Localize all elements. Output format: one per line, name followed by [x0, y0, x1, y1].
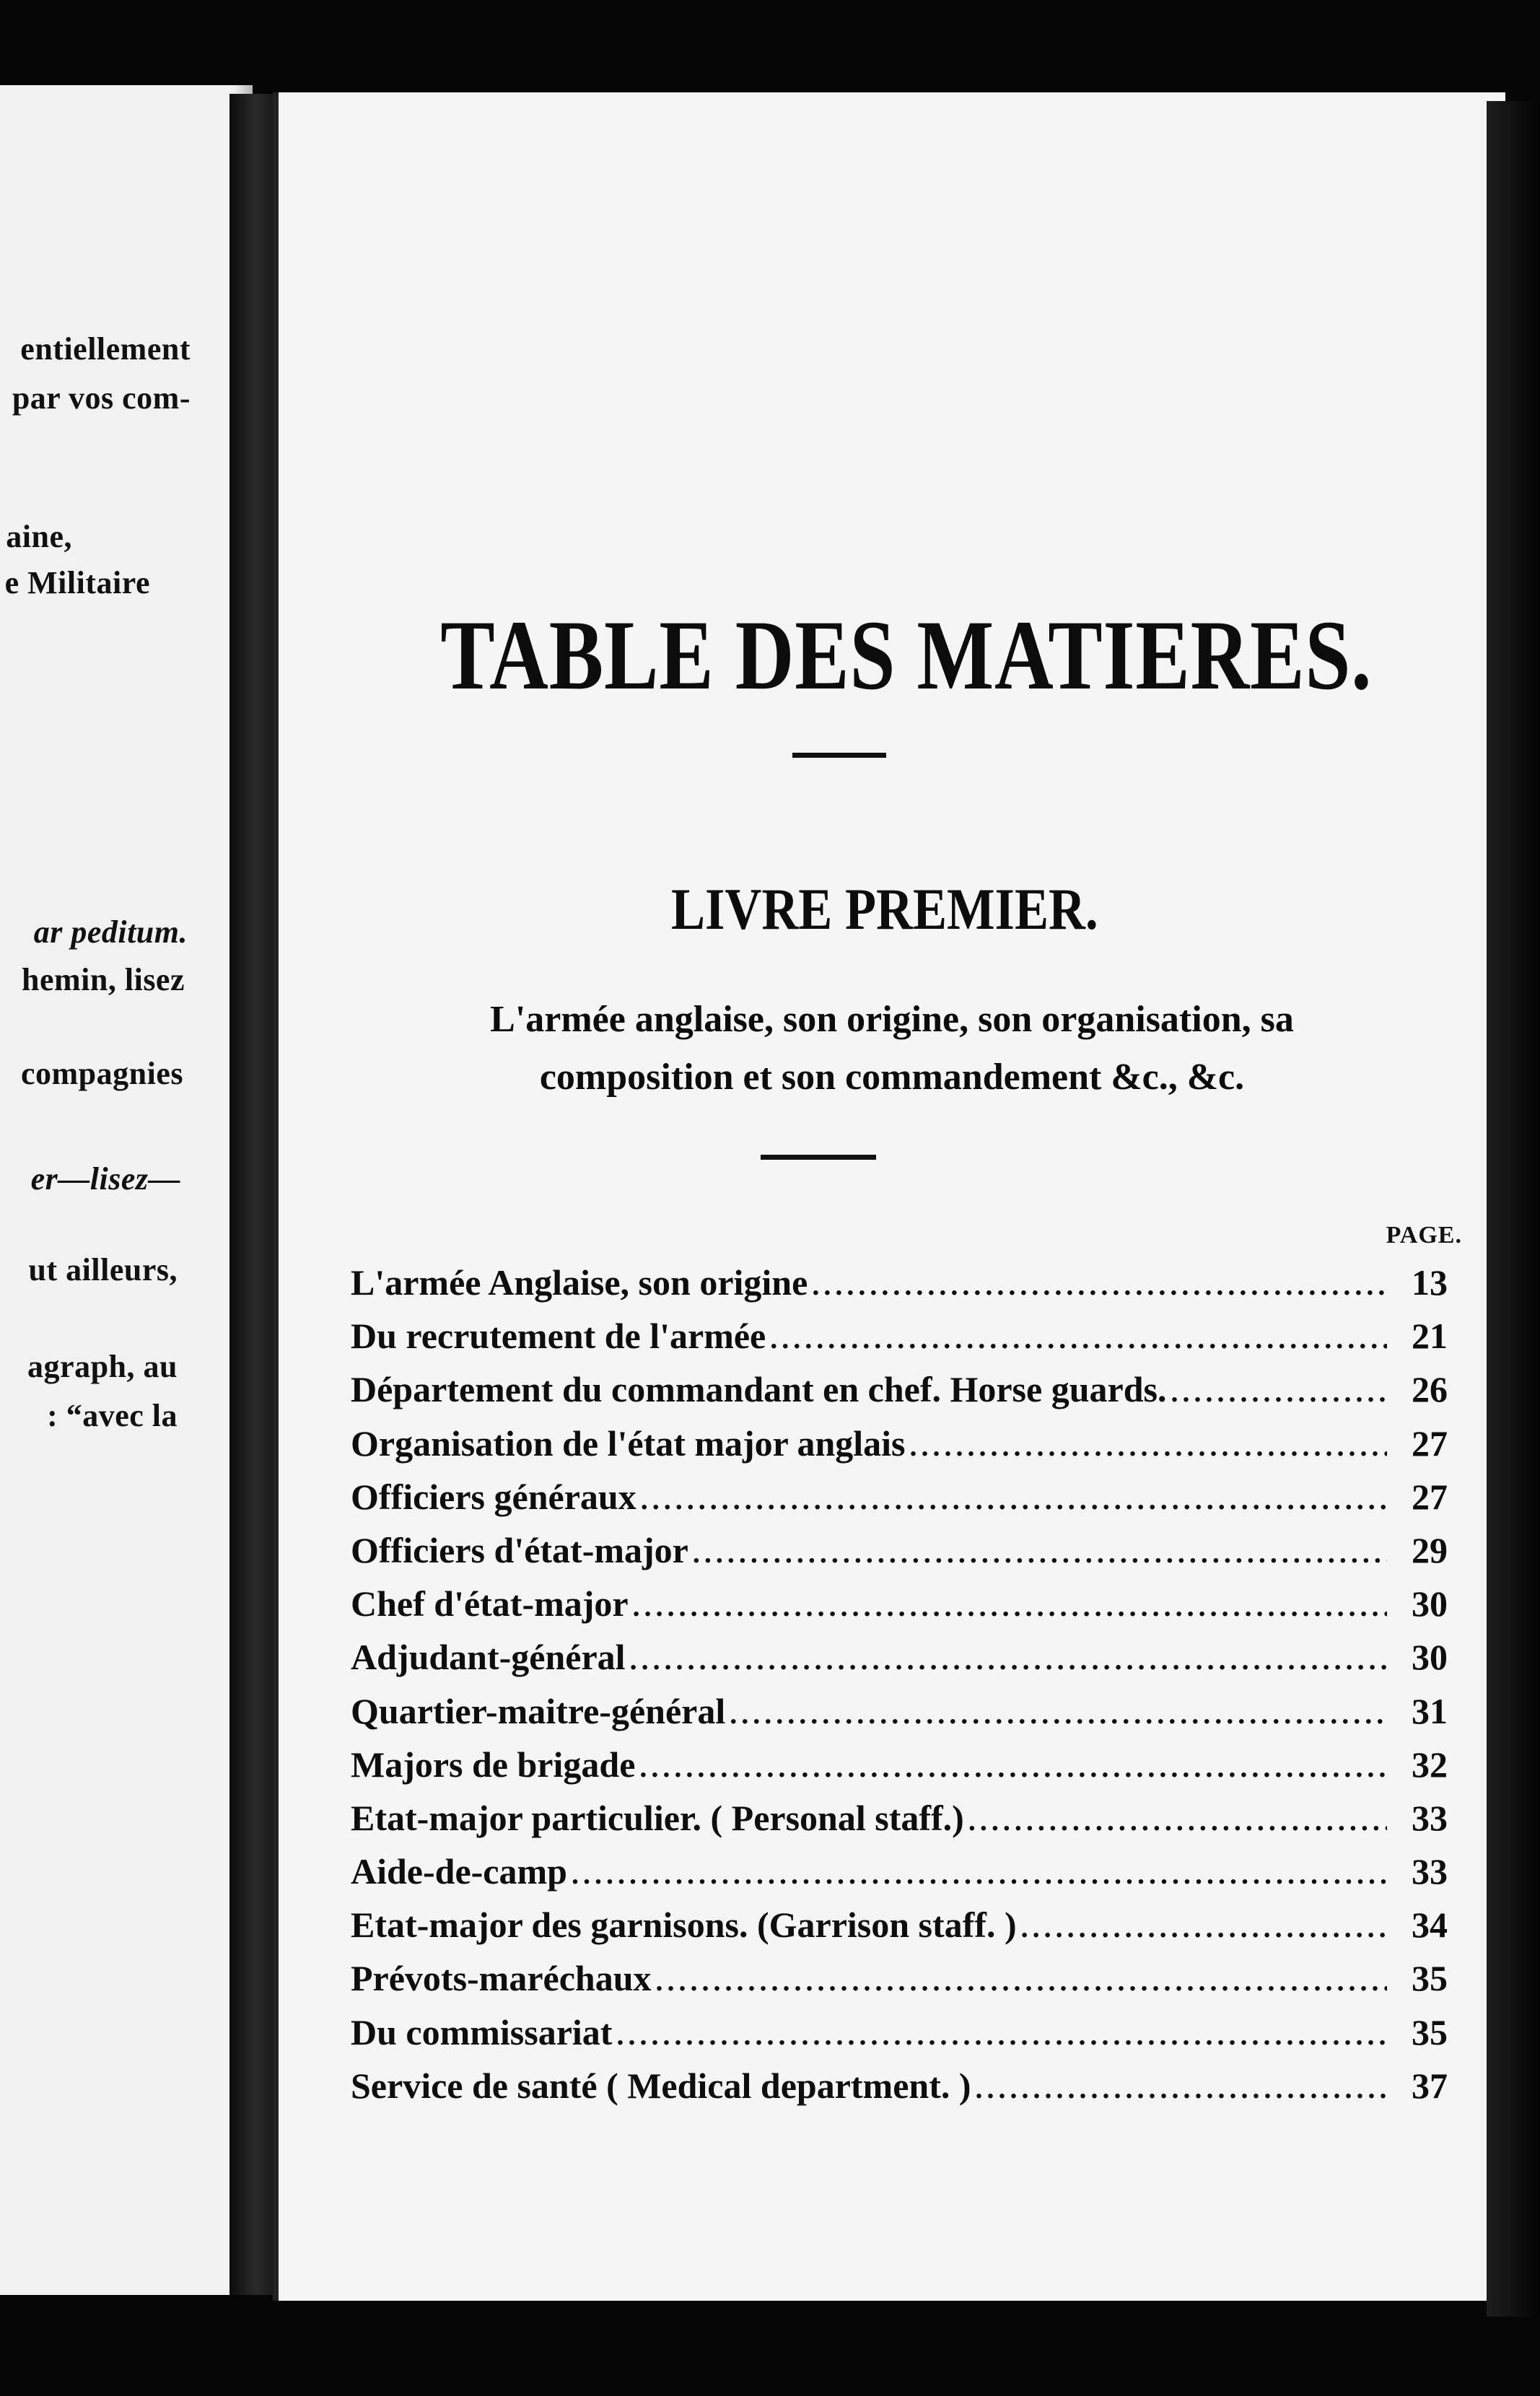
dot-leader: [730, 1697, 1387, 1731]
dot-leader: [1021, 1910, 1387, 1944]
toc-entry-title: Officiers généraux: [351, 1476, 636, 1517]
dot-leader: [656, 1964, 1387, 1998]
toc-entry-page: 35: [1412, 1958, 1448, 1999]
toc-entry-page: 27: [1412, 1422, 1448, 1464]
toc-entry-title: Etat-major particulier. ( Personal staff.): [351, 1797, 964, 1838]
toc-entry: [351, 1904, 1448, 1957]
dot-leader: [630, 1643, 1387, 1676]
book-subtitle-line-2: composition et son commandement &c., &c.: [539, 1057, 1245, 1098]
toc-entry-title: Du commissariat: [351, 2011, 613, 2052]
toc-entry-page: 21: [1412, 1316, 1448, 1357]
toc-entry: [351, 2065, 1448, 2118]
toc-entry: [351, 1368, 1448, 1422]
toc-entry-title: L'armée Anglaise, son origine: [351, 1262, 808, 1303]
toc-entry-title: Aide-de-camp: [351, 1851, 567, 1892]
left-page-line: par vos com-: [12, 380, 191, 416]
left-page-line: agraph, au: [27, 1349, 178, 1384]
book-heading: LIVRE PREMIER.: [670, 876, 1098, 942]
toc-entry-title: Officiers d'état-major: [351, 1529, 688, 1570]
toc-list: [351, 1262, 1448, 2118]
page-title: TABLE DES MATIERES.: [440, 600, 1373, 710]
dot-leader: [770, 1321, 1387, 1355]
toc-entry-title: Chef d'état-major: [351, 1583, 629, 1625]
title-rule: [792, 753, 886, 758]
toc-entry: [351, 1636, 1448, 1689]
toc-entry-page: 26: [1412, 1369, 1448, 1410]
dot-leader: [633, 1589, 1387, 1623]
dot-leader: [1171, 1375, 1387, 1409]
left-page-line: ar peditum.: [33, 914, 188, 950]
toc-entry: [351, 2011, 1448, 2065]
toc-entry-title: Département du commandant en chef. Horse guards.: [351, 1369, 1167, 1410]
toc-entry: [351, 1957, 1448, 2011]
toc-entry-title: Quartier-maitre-général: [351, 1690, 726, 1731]
table-of-contents-page: [273, 92, 1505, 2301]
toc-entry-page: 13: [1412, 1262, 1448, 1303]
toc-entry-title: Etat-major des garnisons. (Garrison staff. ): [351, 1905, 1017, 1946]
toc-entry: [351, 1744, 1448, 1797]
toc-entry: [351, 1690, 1448, 1744]
toc-entry-page: 30: [1412, 1637, 1448, 1678]
left-page-line: e Militaire: [4, 565, 150, 600]
dot-leader: [812, 1268, 1387, 1302]
dot-leader: [976, 2071, 1388, 2105]
toc-entry-page: 30: [1412, 1583, 1448, 1625]
dot-leader: [572, 1857, 1387, 1891]
page-column-label: PAGE.: [1386, 1222, 1462, 1249]
left-page-line: er—lisez—: [30, 1161, 180, 1197]
toc-entry-page: 33: [1412, 1797, 1448, 1838]
toc-entry-page: 31: [1412, 1690, 1448, 1731]
left-page-line: : “avec la: [47, 1398, 178, 1433]
toc-entry: [351, 1422, 1448, 1476]
toc-entry: [351, 1315, 1448, 1368]
toc-entry-page: 27: [1412, 1476, 1448, 1517]
dot-leader: [968, 1803, 1387, 1837]
left-page-line: ut ailleurs,: [28, 1252, 178, 1287]
toc-entry-title: Adjudant-général: [351, 1637, 626, 1678]
toc-entry-title: Organisation de l'état major anglais: [351, 1422, 906, 1464]
toc-entry-page: 33: [1412, 1851, 1448, 1892]
toc-entry-page: 29: [1412, 1529, 1448, 1570]
toc-entry: [351, 1262, 1448, 1315]
toc-entry-title: Prévots-maréchaux: [351, 1958, 652, 1999]
toc-entry-title: Service de santé ( Medical department. ): [351, 2065, 971, 2106]
right-page-edge: [1487, 101, 1540, 2317]
dot-leader: [693, 1536, 1387, 1570]
toc-entry: [351, 1850, 1448, 1904]
dot-leader: [641, 1482, 1387, 1516]
left-page-fragment: [0, 85, 253, 2295]
dot-leader: [639, 1750, 1387, 1784]
toc-entry: [351, 1529, 1448, 1583]
toc-entry: [351, 1583, 1448, 1636]
toc-entry-page: 32: [1412, 1744, 1448, 1785]
toc-entry-page: 37: [1412, 2065, 1448, 2106]
left-page-line: hemin, lisez: [22, 962, 185, 997]
subtitle-rule: [761, 1155, 876, 1160]
dot-leader: [910, 1429, 1387, 1463]
left-page-line: compagnies: [21, 1056, 183, 1091]
left-page-line: entiellement: [20, 331, 191, 367]
dot-leader: [616, 2018, 1387, 2052]
toc-entry-page: 35: [1412, 2011, 1448, 2052]
toc-entry: [351, 1797, 1448, 1850]
toc-entry-title: Majors de brigade: [351, 1744, 636, 1785]
toc-entry: [351, 1476, 1448, 1529]
toc-entry-title: Du recrutement de l'armée: [351, 1316, 766, 1357]
left-page-line: aine,: [6, 519, 72, 554]
book-subtitle-line-1: L'armée anglaise, son origine, son organisation, sa: [490, 999, 1294, 1040]
toc-entry-page: 34: [1412, 1905, 1448, 1946]
